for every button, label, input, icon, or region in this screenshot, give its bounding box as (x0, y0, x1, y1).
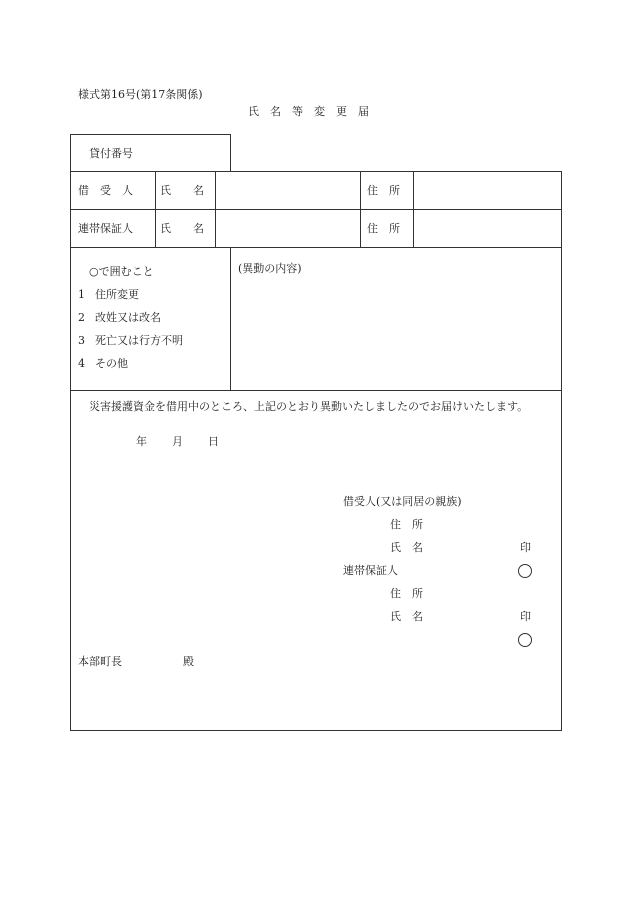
borrower-name-label: 氏 名 (160, 184, 204, 197)
guarantor-address-line: 住 所 (390, 587, 423, 600)
date-year-label: 年 (136, 435, 147, 448)
loan-number-label: 貸付番号 (89, 147, 133, 160)
guarantor-seal-label: 印 (520, 610, 531, 623)
change-option-number: 1 (78, 288, 85, 301)
change-option-text: 住所変更 (95, 288, 139, 301)
guarantor-label: 連帯保証人 (78, 222, 133, 235)
date-month-label: 月 (172, 435, 183, 448)
change-details-label: (異動の内容) (238, 262, 302, 275)
change-option-text: その他 (95, 357, 128, 370)
guarantor-name-line: 氏 名 (390, 610, 423, 623)
recipient: 本部町長 (78, 655, 122, 668)
circle-instruction: ○で囲むこと (89, 265, 154, 278)
form-title: 氏 名 等 変 更 届 (248, 105, 369, 118)
honorific: 殿 (183, 655, 194, 668)
borrower-address-line: 住 所 (390, 518, 423, 531)
borrower-seal-label: 印 (520, 541, 531, 554)
guarantor-name-label: 氏 名 (160, 222, 204, 235)
borrower-address-label: 住 所 (367, 184, 400, 197)
guarantor-address-label: 住 所 (367, 222, 400, 235)
form-number: 様式第16号(第17条関係) (78, 88, 203, 101)
guarantor-heading: 連帯保証人 (343, 564, 398, 577)
date-day-label: 日 (208, 435, 219, 448)
declaration-statement: 災害援護資金を借用中のところ、上記のとおり異動いたしましたのでお届けいたします。 (89, 400, 529, 413)
guarantor-seal-circle (518, 633, 532, 647)
borrower-heading: 借受人(又は同居の親族) (343, 495, 462, 508)
change-option-text: 死亡又は行方不明 (95, 334, 183, 347)
borrower-label: 借 受 人 (78, 184, 133, 197)
borrower-name-line: 氏 名 (390, 541, 423, 554)
change-option-text: 改姓又は改名 (95, 311, 161, 324)
change-option-number: 2 (78, 311, 85, 324)
change-option-number: 3 (78, 334, 85, 347)
change-option-number: 4 (78, 357, 85, 370)
borrower-seal-circle (518, 564, 532, 578)
